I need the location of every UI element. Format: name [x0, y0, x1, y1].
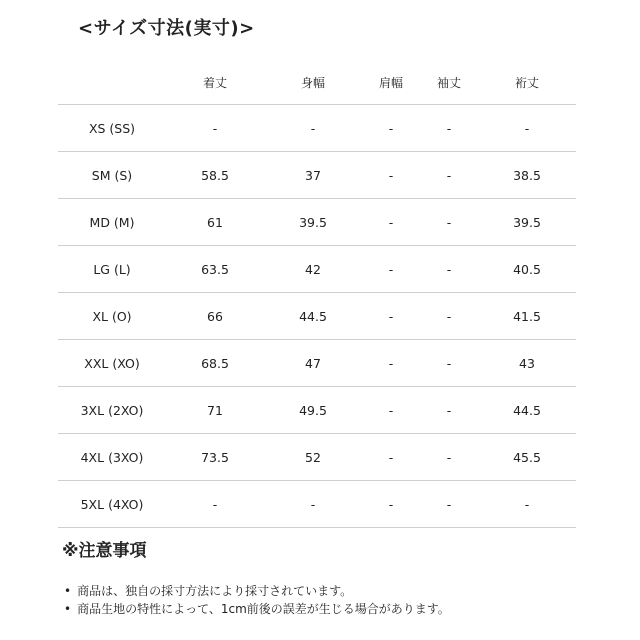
- cell-sleeve-length: 40.5: [478, 246, 576, 293]
- cell-length: 63.5: [166, 246, 264, 293]
- table-row: [58, 293, 576, 340]
- cell-sleeve-length: -: [478, 105, 576, 152]
- cell-width: -: [264, 105, 362, 152]
- cell-sleeve-length: 43: [478, 340, 576, 387]
- cell-size: 4XL (3XO): [58, 434, 166, 481]
- table-row: [58, 152, 576, 199]
- cell-shoulder: -: [362, 152, 420, 199]
- header-sleeve: 袖丈: [420, 60, 478, 105]
- cell-size: XXL (XO): [58, 340, 166, 387]
- cell-size: MD (M): [58, 199, 166, 246]
- cell-shoulder: -: [362, 340, 420, 387]
- cell-sleeve: -: [420, 387, 478, 434]
- table-row: [58, 481, 576, 528]
- cell-length: -: [166, 481, 264, 528]
- header-width: 身幅: [264, 60, 362, 105]
- cell-width: 42: [264, 246, 362, 293]
- cell-width: 52: [264, 434, 362, 481]
- cell-shoulder: -: [362, 105, 420, 152]
- cell-size: 5XL (4XO): [58, 481, 166, 528]
- header-shoulder: 肩幅: [362, 60, 420, 105]
- cell-length: 68.5: [166, 340, 264, 387]
- header-length: 着丈: [166, 60, 264, 105]
- cell-width: 44.5: [264, 293, 362, 340]
- cell-sleeve: -: [420, 481, 478, 528]
- cell-sleeve: -: [420, 293, 478, 340]
- cell-sleeve: -: [420, 434, 478, 481]
- cell-shoulder: -: [362, 481, 420, 528]
- cell-length: 71: [166, 387, 264, 434]
- cell-shoulder: -: [362, 293, 420, 340]
- cell-size: 3XL (2XO): [58, 387, 166, 434]
- header-size: [58, 60, 166, 105]
- cell-shoulder: -: [362, 246, 420, 293]
- table-row: [58, 340, 576, 387]
- table-row: [58, 105, 576, 152]
- cell-sleeve-length: 45.5: [478, 434, 576, 481]
- cell-length: 73.5: [166, 434, 264, 481]
- page-title: <サイズ寸法(実寸)>: [78, 18, 255, 39]
- cell-sleeve: -: [420, 340, 478, 387]
- cell-shoulder: -: [362, 199, 420, 246]
- cell-sleeve-length: 39.5: [478, 199, 576, 246]
- table-row: [58, 387, 576, 434]
- cell-size: XS (SS): [58, 105, 166, 152]
- cell-width: 39.5: [264, 199, 362, 246]
- cell-length: 58.5: [166, 152, 264, 199]
- notes-title: ※注意事項: [62, 541, 147, 561]
- cell-size: LG (L): [58, 246, 166, 293]
- cell-sleeve: -: [420, 105, 478, 152]
- size-table: [58, 60, 576, 528]
- table-header-row: [58, 60, 576, 105]
- table-row: [58, 199, 576, 246]
- note-item: • 商品は、独自の採寸方法により採寸されています。: [62, 582, 450, 600]
- cell-width: 37: [264, 152, 362, 199]
- header-sleeve-length: 裄丈: [478, 60, 576, 105]
- cell-size: XL (O): [58, 293, 166, 340]
- cell-sleeve: -: [420, 199, 478, 246]
- cell-width: 49.5: [264, 387, 362, 434]
- cell-width: 47: [264, 340, 362, 387]
- cell-sleeve-length: -: [478, 481, 576, 528]
- cell-length: 61: [166, 199, 264, 246]
- table-row: [58, 434, 576, 481]
- cell-sleeve-length: 41.5: [478, 293, 576, 340]
- note-item: • 商品生地の特性によって、1cm前後の誤差が生じる場合があります。: [62, 600, 450, 618]
- cell-sleeve-length: 44.5: [478, 387, 576, 434]
- cell-size: SM (S): [58, 152, 166, 199]
- cell-shoulder: -: [362, 387, 420, 434]
- cell-width: -: [264, 481, 362, 528]
- cell-sleeve: -: [420, 246, 478, 293]
- cell-length: -: [166, 105, 264, 152]
- cell-sleeve: -: [420, 152, 478, 199]
- table-row: [58, 246, 576, 293]
- cell-length: 66: [166, 293, 264, 340]
- cell-sleeve-length: 38.5: [478, 152, 576, 199]
- notes-list: [62, 582, 450, 618]
- cell-shoulder: -: [362, 434, 420, 481]
